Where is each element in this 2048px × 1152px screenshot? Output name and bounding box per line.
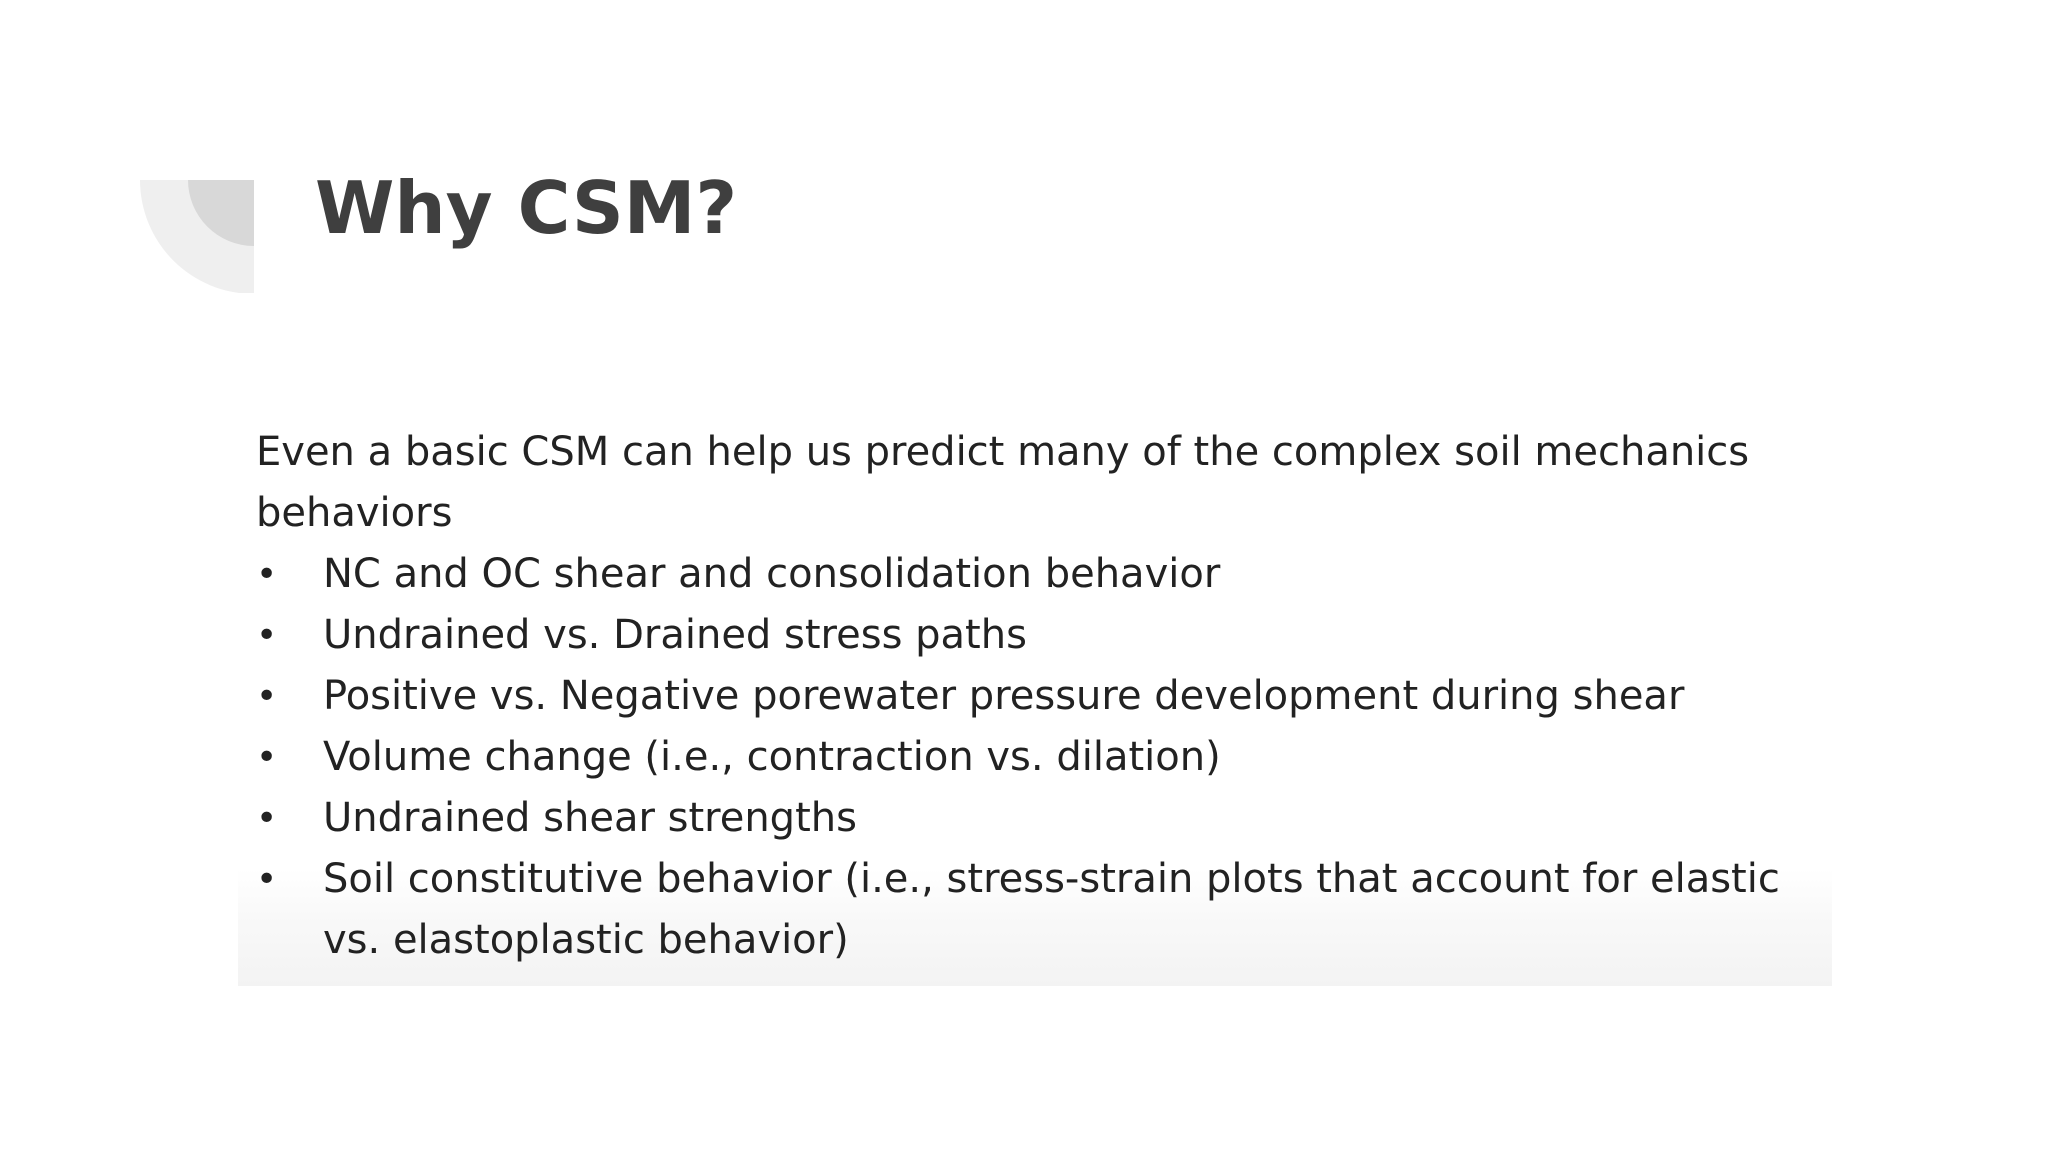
slide-title: Why CSM?: [315, 166, 738, 250]
intro-text: Even a basic CSM can help us predict many of the complex soil mechanics behaviors: [256, 429, 1750, 536]
bullet-icon: •: [256, 737, 278, 778]
bullet-icon: •: [256, 859, 278, 900]
bullet-icon: •: [256, 615, 278, 656]
bullet-item: [256, 788, 1826, 849]
bullet-text: NC and OC shear and consolidation behavior: [323, 551, 1221, 597]
bullet-text: Positive vs. Negative porewater pressure development during shear: [323, 673, 1685, 719]
bullet-icon: •: [256, 676, 278, 717]
bullet-text: Undrained shear strengths: [323, 795, 857, 841]
content-text: [256, 422, 1826, 971]
content-image: [238, 400, 1832, 986]
bullet-item: [256, 666, 1826, 727]
bullet-item: [256, 605, 1826, 666]
bullet-text: Soil constitutive behavior (i.e., stress-strain plots that account for elastic vs. elastoplastic behavior): [323, 856, 1780, 963]
bullet-text: Undrained vs. Drained stress paths: [323, 612, 1027, 658]
bullet-list: [256, 544, 1826, 971]
bullet-icon: •: [256, 554, 278, 595]
decorative-quarter-circle: [140, 180, 254, 293]
bullet-item: [256, 727, 1826, 788]
bullet-icon: •: [256, 798, 278, 839]
bullet-text: Volume change (i.e., contraction vs. dilation): [323, 734, 1221, 780]
bullet-item: [256, 849, 1826, 971]
bullet-item: [256, 544, 1826, 605]
